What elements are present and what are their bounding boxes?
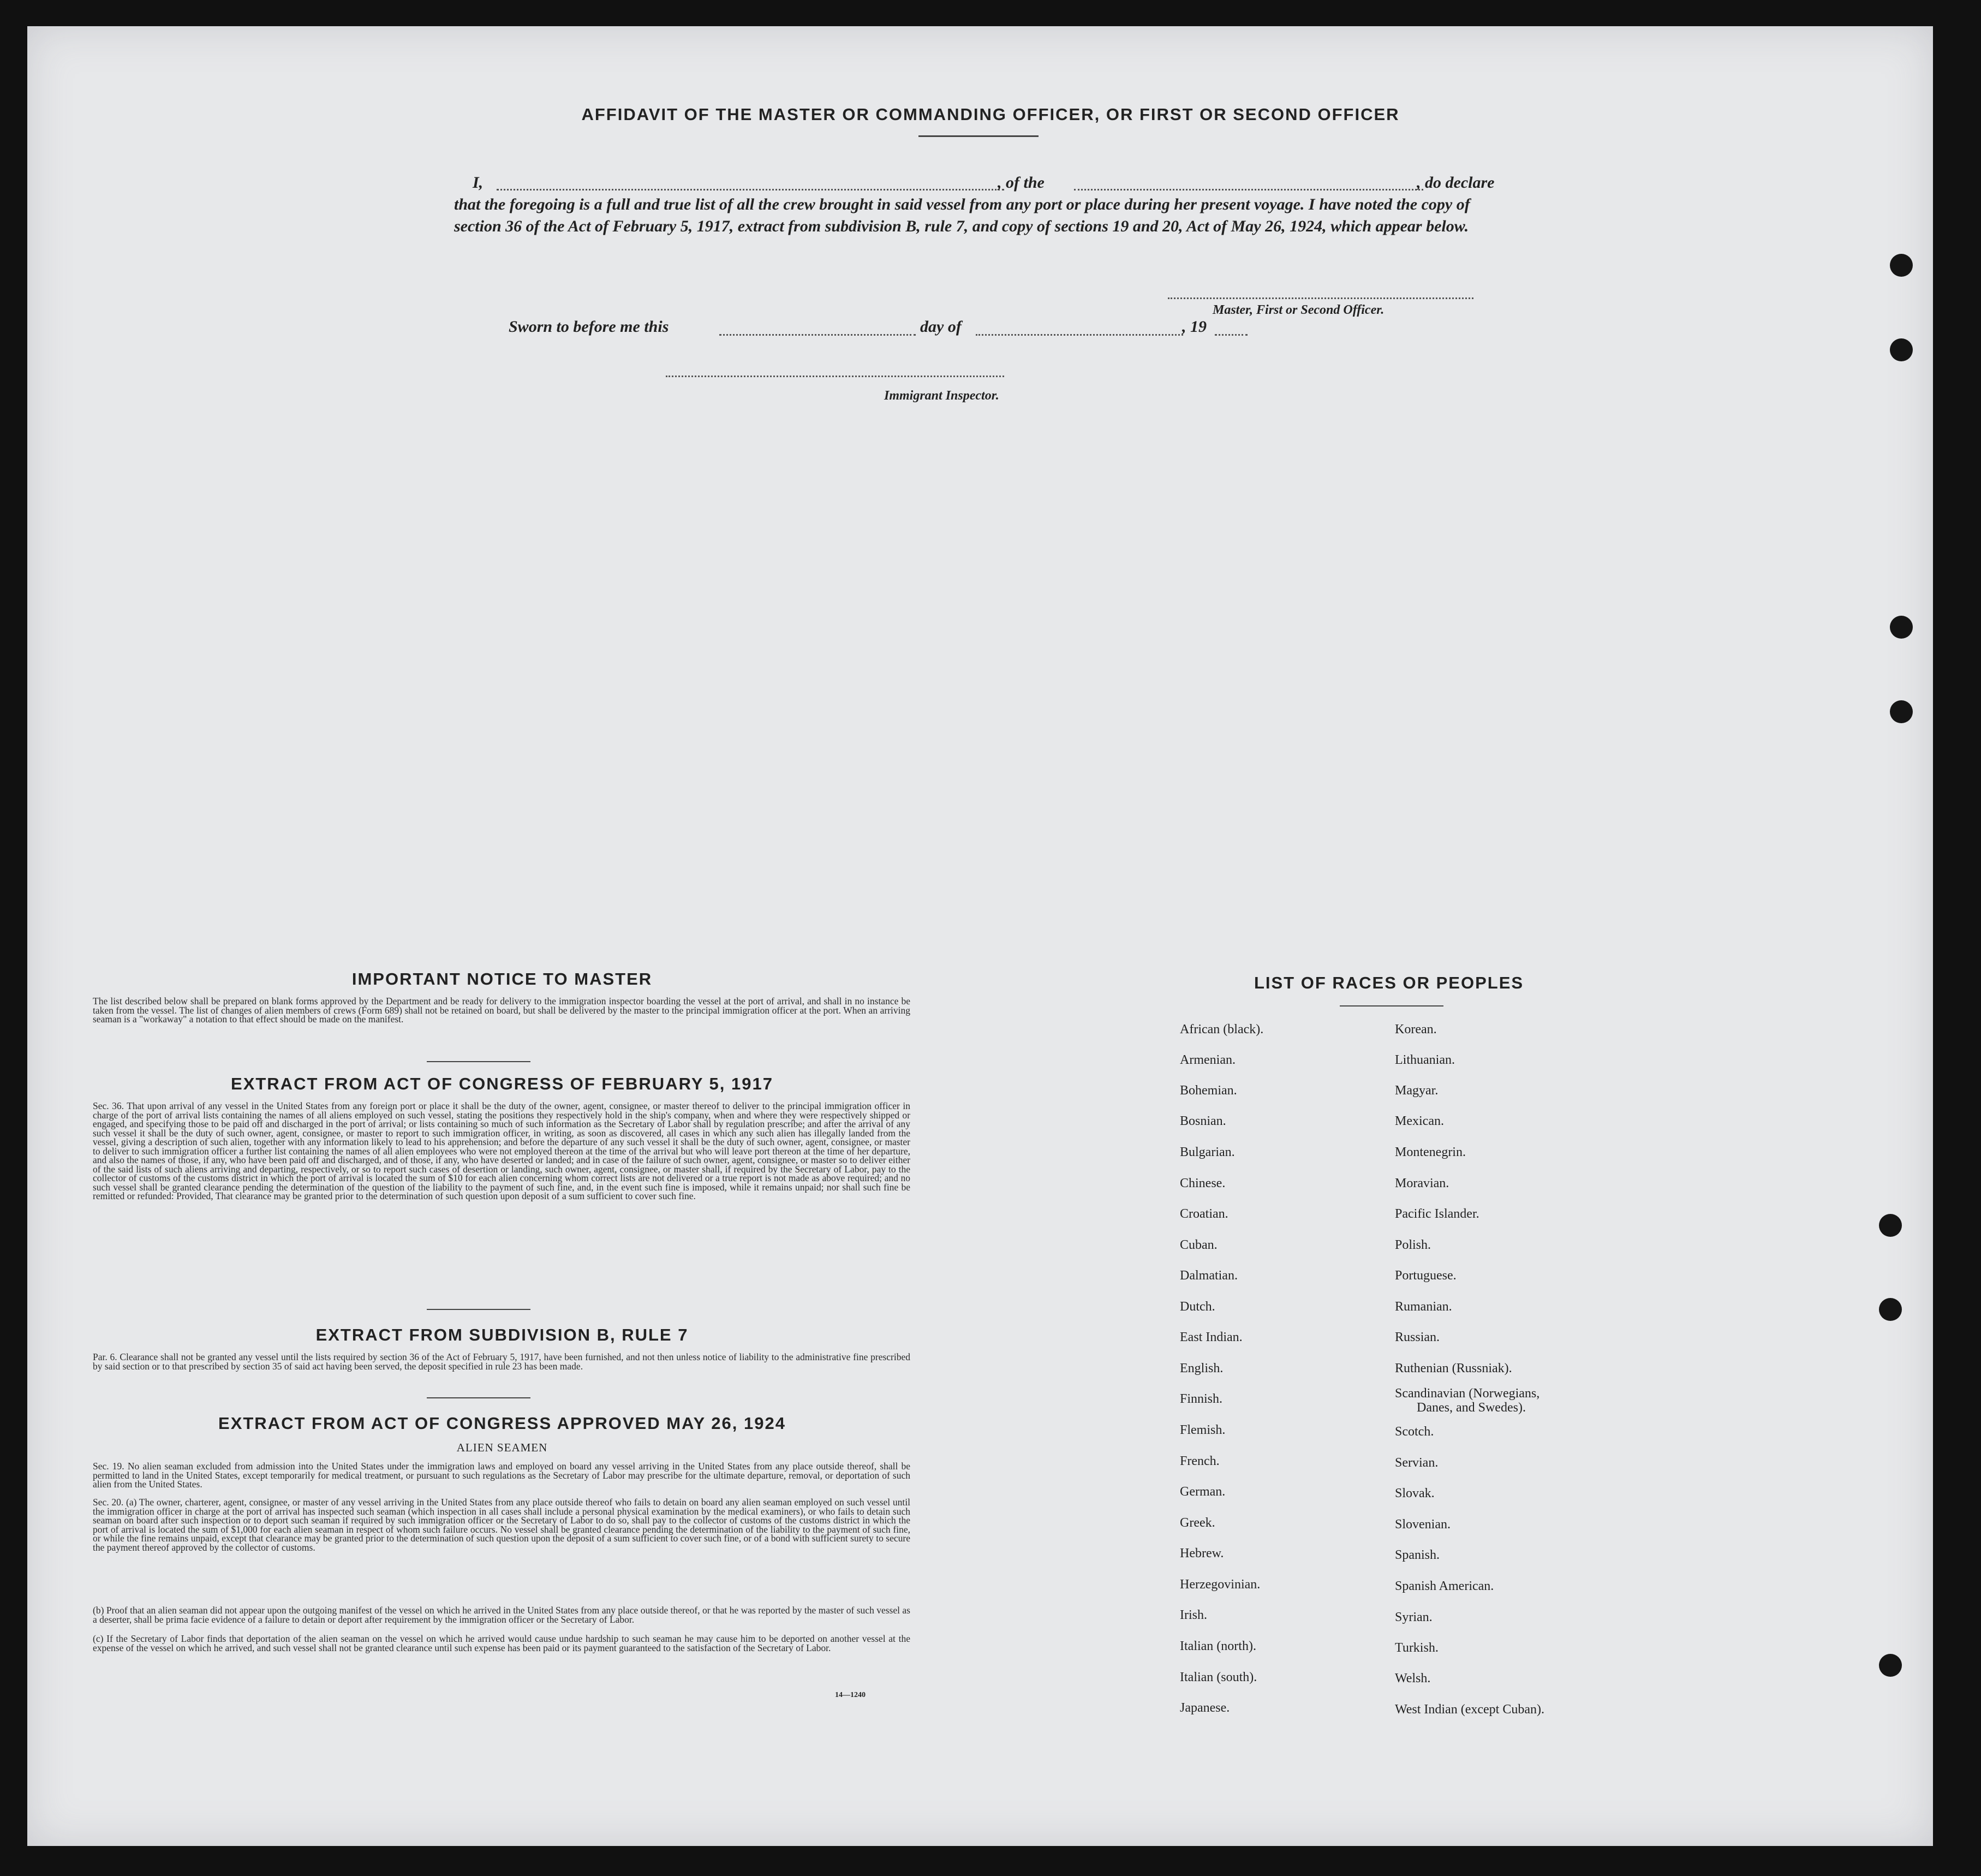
- race-right-item: Syrian.: [1395, 1610, 1433, 1624]
- race-left-item: English.: [1180, 1361, 1224, 1375]
- race-right-item: Servian.: [1395, 1456, 1439, 1470]
- race-right-item: Welsh.: [1395, 1671, 1431, 1686]
- race-left-item: French.: [1180, 1454, 1220, 1468]
- sec-20c-text: (c) If the Secretary of Labor finds that deportation of the alien seaman on the vessel on which he arrived would cause undue hardship to such seaman he may cause him to be deported on another vessel at the expense of the vessel on which he arrived, and such vessel shall not be granted clearance until such expense has been paid or its payment guaranteed to the satisfaction of the Secretary of Labor.: [93, 1633, 910, 1653]
- race-left-item: East Indian.: [1180, 1330, 1243, 1344]
- race-right-item: Rumanian.: [1395, 1300, 1452, 1314]
- race-right-item: Lithuanian.: [1395, 1053, 1455, 1067]
- master-signature-field[interactable]: [1168, 297, 1473, 299]
- section-divider: [427, 1397, 530, 1398]
- notice-text: The list described below shall be prepared on blank forms approved by the Department and be ready for delivery to the immigration inspector boarding the vessel at the port of arrival, and shall in no instance be taken from the vessel. The list of changes of alien members of crews (Form 689) shall not be retained on board, but shall be delivered by the master to the principal immigration officer at the port. When an arriving seaman is a "workaway" a notation to that effect should be made on the manifest.: [93, 996, 910, 1025]
- race-right-item: Spanish American.: [1395, 1579, 1494, 1593]
- race-left-item: Bosnian.: [1180, 1114, 1226, 1128]
- affidavit-title: AFFIDAVIT OF THE MASTER OR COMMANDING OFFICER, OR FIRST OR SECOND OFFICER: [581, 105, 1400, 124]
- race-left-item: Bulgarian.: [1180, 1145, 1235, 1159]
- race-right-item: Scandinavian (Norwegians,: [1395, 1386, 1540, 1401]
- race-right-item: Portuguese.: [1395, 1268, 1457, 1283]
- race-right-item: Slovenian.: [1395, 1517, 1451, 1532]
- affidavit-declare-label: , do declare: [1417, 174, 1495, 192]
- sworn-day-field[interactable]: [719, 334, 916, 336]
- extract-1924-title: EXTRACT FROM ACT OF CONGRESS APPROVED MAY 26, 1924: [218, 1414, 786, 1433]
- race-right-item: Polish.: [1395, 1238, 1431, 1252]
- race-right-item: Ruthenian (Russniak).: [1395, 1361, 1512, 1375]
- master-signature-caption: Master, First or Second Officer.: [1213, 303, 1385, 317]
- race-right-item: Moravian.: [1395, 1176, 1449, 1190]
- race-left-item: Irish.: [1180, 1608, 1207, 1622]
- sec-20b-text: (b) Proof that an alien seaman did not appear upon the outgoing manifest of the vessel on which he arrived in the United States from any place outside thereof, or that he was reported by the master of such vessel as a deserter, shall be prima facie evidence of a failure to detain or deport after requirement by the immigration officer or the Secretary of Labor.: [93, 1605, 910, 1625]
- sworn-label: Sworn to before me this: [509, 318, 669, 336]
- race-left-item: African (black).: [1180, 1022, 1264, 1037]
- race-left-item: German.: [1180, 1485, 1226, 1499]
- sworn-year-field[interactable]: [1215, 334, 1248, 336]
- punch-hole: [1890, 700, 1913, 723]
- race-left-item: Herzegovinian.: [1180, 1577, 1261, 1592]
- affidavit-of-the-label: , of the: [998, 174, 1045, 192]
- race-left-item: Armenian.: [1180, 1053, 1236, 1067]
- race-left-item: Finnish.: [1180, 1392, 1223, 1406]
- race-right-item: Magyar.: [1395, 1083, 1439, 1098]
- race-right-item-continued: Danes, and Swedes).: [1417, 1401, 1526, 1415]
- race-left-item: Italian (south).: [1180, 1670, 1257, 1684]
- document-page: [27, 26, 1933, 1846]
- year-prefix-label: , 19: [1182, 318, 1207, 336]
- race-left-item: Cuban.: [1180, 1238, 1218, 1252]
- extract-1917-text: Sec. 36. That upon arrival of any vessel in the United States from any foreign port or place it shall be the duty of the owner, agent, consignee, or master thereof to deliver to the principal immigration officer in charge of the port of arrival lists containing the names of all aliens employed on such vessel, stating the positions they respectively hold in the ship's company, when and where they were respectively shipped or engaged, and specifying those to be paid off and discharged in the port of arrival; or lists containing so much of such information as the Secretary of Labor shall by regulation prescribe; and after the arrival of any such vessel it shall be the duty of such owner, agent, consignee, or master to report to such immigration officer, in writing, as soon as discovered, all cases in which any such alien has illegally landed from the vessel, giving a description of such alien, together with any information likely to lead to his apprehension; and before the departure of any such vessel it shall be the duty of such owner, agent, consignee, or master to deliver to such immigration officer a further list containing the names of all alien employees who were not employed thereon at the time of the arrival but who will leave port thereon at the time of her departure, and also the names of those, if any, who have been paid off and discharged, and of those, if any, who have deserted or landed; and in case of the failure of such owner, agent, consignee, or master so to deliver either of the said lists of such aliens arriving and departing, respectively, or so to report such cases of desertion or landing, such owner, agent, consignee, or master shall, if required by the Secretary of Labor, pay to the collector of customs of the customs district in which the port of arrival is located the sum of $10 for each alien concerning whom correct lists are not delivered or a true report is not made as above required; and no such vessel shall be granted clearance pending the determination of the question of the liability to the payment of such fine, and, in the event such fine is imposed, while it remains unpaid; nor shall such fine be remitted or refunded: Provided, That clearance may be granted prior to the determination of such question upon deposit of a sum sufficient to cover such fine.: [93, 1100, 910, 1201]
- race-left-item: Bohemian.: [1180, 1083, 1237, 1098]
- punch-hole: [1890, 616, 1913, 639]
- vessel-field[interactable]: [1074, 189, 1423, 190]
- race-right-item: Slovak.: [1395, 1486, 1435, 1500]
- race-right-item: Russian.: [1395, 1330, 1440, 1344]
- race-right-item: Turkish.: [1395, 1641, 1439, 1655]
- race-right-item: Korean.: [1395, 1022, 1437, 1037]
- race-left-item: Dutch.: [1180, 1300, 1215, 1314]
- affidavit-i-label: I,: [473, 174, 484, 192]
- race-right-item: Montenegrin.: [1395, 1145, 1466, 1159]
- notice-title: IMPORTANT NOTICE TO MASTER: [351, 969, 653, 988]
- form-number: 14—1240: [835, 1691, 866, 1699]
- punch-hole: [1879, 1654, 1902, 1677]
- race-right-item: Scotch.: [1395, 1425, 1434, 1439]
- races-title: LIST OF RACES OR PEOPLES: [1254, 973, 1524, 992]
- sec-20a-text: Sec. 20. (a) The owner, charterer, agent, consignee, or master of any vessel arriving in the United States from any place outside thereof who fails to detain on board any alien seaman employed on such vessel until the immigration officer in charge at the port of arrival has inspected such seaman (which inspection in all cases shall include a personal physical examination by the medical examiners), or who fails to detain such seaman on board after such inspection or to deport such seaman if required by such immigration officer or the Secretary of Labor to do so, shall pay to the collector of customs of the customs district in which the port of arrival is located the sum of $1,000 for each alien seaman in respect of whom such failure occurs. No vessel shall be granted clearance pending the determination of the liability to the payment of such fine, or while the fine remains unpaid, except that clearance may be granted prior to the determination of such question upon the deposit of a sum sufficient to cover such fine, or of a bond with sufficient surety to secure the payment thereof approved by the collector of customs.: [93, 1497, 910, 1553]
- day-of-label: day of: [920, 318, 962, 336]
- race-right-item: Spanish.: [1395, 1548, 1440, 1562]
- punch-hole: [1879, 1214, 1902, 1237]
- rule7-title: EXTRACT FROM SUBDIVISION B, RULE 7: [315, 1325, 689, 1344]
- race-left-item: Greek.: [1180, 1516, 1215, 1530]
- name-field[interactable]: [497, 189, 1004, 190]
- rule7-text: Par. 6. Clearance shall not be granted any vessel until the lists required by section 36 of the Act of February 5, 1917, have been furnished, and not then unless notice of liability to the administrative fine prescribed by said section or to that prescribed by section 35 of said act having been served, the deposit specified in rule 23 has been made.: [93, 1351, 910, 1372]
- race-right-item: Mexican.: [1395, 1114, 1444, 1128]
- affidavit-body: that the foregoing is a full and true list of all the crew brought in said vessel from any port or place during her present voyage. I have noted the copy of section 36 of the Act of February 5, 1917, extract from subdivision B, rule 7, and copy of sections 19 and 20, Act of May 26, 1924, which appear below.: [454, 195, 1470, 235]
- punch-hole: [1890, 254, 1913, 277]
- race-left-item: Flemish.: [1180, 1423, 1226, 1437]
- section-divider: [427, 1309, 530, 1310]
- punch-hole: [1890, 338, 1913, 361]
- race-left-item: Croatian.: [1180, 1207, 1228, 1221]
- races-title-underline: [1340, 1005, 1443, 1007]
- sworn-month-field[interactable]: [976, 334, 1183, 336]
- race-left-item: Dalmatian.: [1180, 1268, 1238, 1283]
- race-left-item: Hebrew.: [1180, 1546, 1224, 1561]
- inspector-signature-field[interactable]: [666, 376, 1004, 377]
- title-underline: [918, 135, 1039, 137]
- race-left-item: Japanese.: [1180, 1701, 1230, 1715]
- section-divider: [427, 1061, 530, 1062]
- race-left-item: Chinese.: [1180, 1176, 1226, 1190]
- sec-19-text: Sec. 19. No alien seaman excluded from admission into the United States under the immigration laws and employed on board any vessel arriving in the United States from any place outside thereof, shall be permitted to land in the United States, except temporarily for medical treatment, or pursuant to such regulations as the Secretary of Labor may prescribe for the ultimate departure, removal, or deportation of such alien from the United States.: [93, 1461, 910, 1490]
- inspector-caption: Immigrant Inspector.: [884, 389, 999, 403]
- alien-seamen-subtitle: ALIEN SEAMEN: [456, 1441, 548, 1454]
- extract-1917-title: EXTRACT FROM ACT OF CONGRESS OF FEBRUARY 5, 1917: [231, 1074, 773, 1093]
- race-right-item: West Indian (except Cuban).: [1395, 1702, 1544, 1717]
- punch-hole: [1879, 1298, 1902, 1321]
- race-left-item: Italian (north).: [1180, 1639, 1256, 1653]
- race-right-item: Pacific Islander.: [1395, 1207, 1479, 1221]
